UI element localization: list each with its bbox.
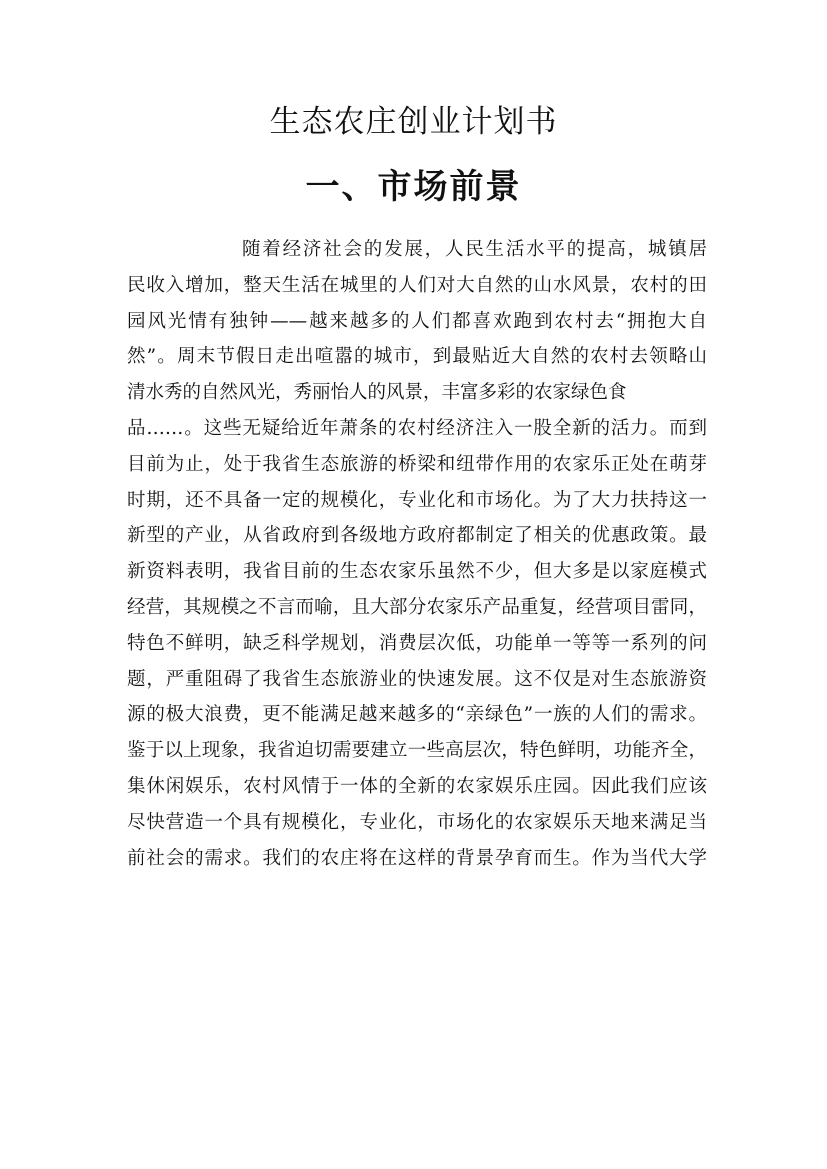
paragraph-line: 尽快营造一个具有规模化，专业化，市场化的农家娱乐天地来满足当 [127, 811, 707, 833]
paragraph-line: 新资料表明，我省目前的生态农家乐虽然不少，但大多是以家庭模式 [127, 561, 707, 583]
paragraph-line: 特色不鲜明，缺乏科学规划，消费层次低，功能单一等等一系列的问 [127, 632, 707, 654]
paragraph-line: 集休闲娱乐，农村风情于一体的全新的农家娱乐庄园。因此我们应该 [127, 775, 707, 797]
paragraph-line: 经营，其规模之不言而喻，且大部分农家乐产品重复，经营项目雷同， [127, 596, 707, 618]
section-heading: 一、市场前景 [305, 167, 522, 207]
paragraph-line: 园风光情有独钟——越来越多的人们都喜欢跑到农村去“拥抱大自 [127, 310, 707, 332]
paragraph-line: 新型的产业，从省政府到各级地方政府都制定了相关的优惠政策。最 [127, 525, 707, 547]
paragraph-line: 目前为止，处于我省生态旅游的桥梁和纽带作用的农家乐正处在萌芽 [127, 453, 707, 475]
paragraph-line: 民收入增加，整天生活在城里的人们对大自然的山水风景，农村的田 [127, 274, 707, 296]
paragraph-line: 题，严重阻碍了我省生态旅游业的快速发展。这不仅是对生态旅游资 [127, 668, 707, 690]
body-paragraph [127, 232, 707, 876]
paragraph-line: 前社会的需求。我们的农庄将在这样的背景孕育而生。作为当代大学 [127, 847, 707, 869]
paragraph-line: 时期，还不具备一定的规模化，专业化和市场化。为了大力扶持这一 [127, 489, 707, 511]
paragraph-line: 源的极大浪费，更不能满足越来越多的“亲绿色”一族的人们的需求。 [127, 704, 707, 726]
paragraph-line: 随着经济社会的发展，人民生活水平的提高，城镇居 [242, 239, 707, 260]
paragraph-line: 清水秀的自然风光，秀丽怡人的风景，丰富多彩的农家绿色食 [127, 382, 627, 404]
paragraph-line: 然”。周末节假日走出喧嚣的城市，到最贴近大自然的农村去领略山 [127, 346, 707, 368]
paragraph-line: 品……。这些无疑给近年萧条的农村经济注入一股全新的活力。而到 [127, 417, 707, 439]
document-title: 生态农庄创业计划书 [269, 104, 558, 140]
paragraph-line: 鉴于以上现象，我省迫切需要建立一些高层次，特色鲜明，功能齐全， [127, 740, 707, 762]
